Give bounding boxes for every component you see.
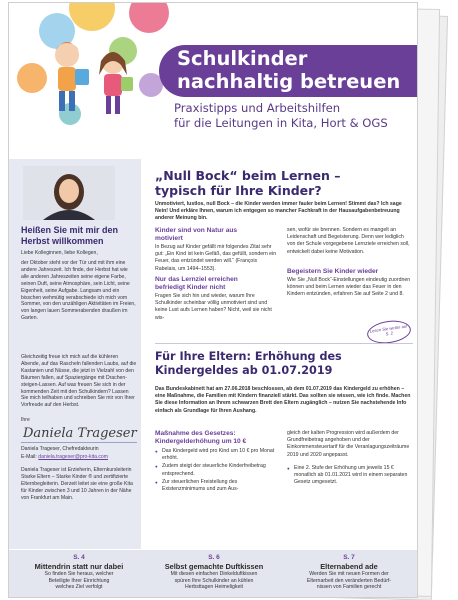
editor-photo — [23, 166, 115, 220]
article-1-subhead-c: Begeistern Sie Kinder wieder — [287, 268, 379, 275]
teaser-text: Herbsttagen Heimeligkeit — [185, 584, 243, 590]
editor-bio: Daniela Trageser ist Erzieherin, Elternkursleiterin Starke Eltern – Starke Kinder ® und zertifizierte Elternbegleiterin. Derzeit leitet sie eine große Kita für Kinder zwischen 3 und 10 Jahren in der Nähe von Frankfurt am Main. — [21, 467, 133, 501]
article-1-paragraph-d: Wie Sie „Null Bock“-Einstellungen eindeutig zuordnen können und beim Lernen wieder das Feuer in den Kindern entzünden, erfahren Sie auf Seite 2 und 8. — [287, 277, 411, 298]
editorial-heading: Heißen Sie mit mir den Herbst willkommen — [21, 225, 119, 246]
children-illustration — [9, 3, 169, 133]
article-2-bullet-right — [287, 465, 413, 488]
editorial-paragraph-2: Gleichzeitig freue ich mich auf die kühleren Abende, auf das Rascheln fallenden Laubs, auf die Kastanien und Nüsse, die jetzt in Vielzahl von den Bäumen fallen, auf Spaziergänge mit Drachen-steigen-Lassen. Auf was freuen Sie sich in der kommenden Zeit mit den Schulkindern? Lassen Sie mich teilhaben und schreiben Sie mir von Ihrer Vorfreude auf den Herbst. — [21, 354, 137, 409]
teaser-text: nissen von Familien gerecht — [316, 584, 382, 590]
article-2-bullet-list — [155, 448, 279, 494]
email-link[interactable]: daniela.trageser@pro-kita.com — [38, 454, 109, 460]
teaser-page: S. 6 — [208, 554, 220, 561]
teaser-text: Mit diesen einfachen Dinkelduftkissen — [170, 571, 258, 577]
article-1-lead: Unmotiviert, lustlos, null Bock – die Kinder werden immer fauler beim Lernen! Stimmt das? Ich sage Nein! Und erkläre Ihnen, warum ich entgegen so mancher Fachkraft in der Hausaufgabenbetreuung anderer Meinung bin. — [155, 201, 402, 222]
editorial-closing: Ihre — [21, 417, 30, 423]
teaser-title: Elternabend ade — [320, 562, 378, 571]
list-item: ● Zudem steigt der steuerliche Kinderfreibetrag entsprechend. — [155, 463, 279, 477]
article-1-subhead-b: Nur das Lernziel erreichen befriedigt Kinder nicht — [155, 276, 238, 291]
list-item: ● Zur steuerlichen Freistellung des Existenzminimums und zum Aus- — [155, 479, 279, 493]
editorial-greeting: Liebe Kolleginnen, liebe Kollegen, — [21, 250, 98, 256]
article-1-paragraph-b: Fragen Sie sich hin und wieder, warum Ihre Schulkinder scheinbar völlig unmotiviert sind und keine Lust aufs Lernen haben? Nicht, weil sie nicht wis- — [155, 293, 272, 321]
article-divider — [155, 343, 413, 344]
teaser-text: welches Ziel verfolgt — [55, 584, 103, 590]
teaser-page: S. 7 — [343, 554, 355, 561]
article-1-subhead-a: Kinder sind von Natur aus motiviert — [155, 227, 238, 242]
newsletter-subtitle: Praxistipps und Arbeitshilfen für die Leitungen in Kita, Hort & OGS — [174, 101, 388, 130]
teaser-text: Elternarbeit den veränderten Bedürf- — [306, 577, 392, 584]
article-2-title: Für Ihre Eltern: Erhöhung des Kindergeldes ab 01.07.2019 — [155, 350, 342, 377]
teaser-text: spüren Ihre Schulkinder an kühlen — [174, 577, 254, 584]
newsletter-page — [8, 2, 418, 598]
newsletter-title: Schulkinder nachhaltig betreuen — [177, 47, 401, 93]
editor-signature: Daniela Trageser — [23, 426, 137, 441]
list-item: ● Eine 2. Stufe der Erhöhung um jeweils 15 € monatlich ab 01.01.2021 wird in einem separaten Gesetz umgesetzt. — [287, 465, 413, 487]
teaser-2[interactable] — [152, 554, 276, 591]
teaser-1[interactable] — [17, 554, 141, 591]
signature-line — [21, 442, 137, 443]
teaser-text: Beteiligte Ihrer Einrichtung — [48, 577, 110, 584]
article-1-paragraph-c: sen, wofür sie brennen. Sondern es mangelt an Leidenschaft und Begeisterung. Denn wer lediglich von der Schule vorgegebene Lernziele erreichen soll, entwickelt dabei keine Motivation. — [287, 227, 410, 255]
article-2-paragraph-right: gleich der kalten Progression wird außerdem der Grundfreibetrag angehoben und der Einkommensteuertarif für die Veranlagungszeiträume 2019 und 2020 angepasst. — [287, 430, 410, 458]
article-2-subhead: Maßnahme des Gesetzes: Kindergelderhöhung um 10 € — [155, 430, 247, 445]
editor-email: E-Mail: daniela.trageser@pro-kita.com — [21, 454, 109, 460]
teaser-3[interactable] — [287, 554, 411, 591]
editorial-paragraph-1: der Oktober steht vor der Tür und mit ihm eine andere Jahreszeit. Ich finde, der Herbst hat wie alle anderen Jahreszeiten seine eigene Farbe, seinen Duft, seine Atmosphäre, sein Licht, seine Eigenheit, seine Aufgabe. Langsam und ein bisschen wehmütig verabschiede ich mich vom Sommer, von den unzähligen Aktivitäten im Freien, von langen lauen Sommerabenden draußen im Garten. — [21, 260, 136, 322]
list-item: ● Das Kindergeld wird pro Kind um 10 € pro Monat erhöht. — [155, 448, 279, 462]
editor-name: Daniela Trageser, Chefredakteurin — [21, 446, 99, 452]
teaser-title: Mittendrin statt nur dabei — [34, 562, 124, 571]
article-1-title: „Null Bock“ beim Lernen – typisch für Ihre Kinder? — [155, 168, 341, 198]
teaser-page: S. 4 — [73, 554, 85, 561]
teaser-text: So finden Sie heraus, welcher — [44, 571, 114, 577]
teaser-text: Werden Sie mit neuen Formen der — [309, 571, 389, 577]
read-more-note: Lesen Sie weiter auf S. 2 — [366, 318, 413, 346]
article-1-paragraph-a: In Bezug auf Kinder gefällt mir folgendes Zitat sehr gut: „Ein Kind ist kein Gefäß, das gefüllt, sondern ein Feuer, das entzündet werden will.“ (François Rabelais, um 1494–1553). — [155, 244, 277, 272]
teaser-title: Selbst gemachte Duftkissen — [164, 562, 264, 571]
article-2-lead: Das Bundeskabinett hat am 27.06.2018 beschlossen, ab dem 01.07.2019 das Kindergeld zu erhöhen – eine Maßnahme, die Familien mit Kindern finanziell stärkt. Das sollten sie wissen, wie ich finde. Machen Sie diese Information an Ihrem schwarzen Brett den Eltern zugänglich – nutzen Sie nachstehende Info einfach als Grundlage für Ihren Aushang. — [155, 386, 411, 414]
